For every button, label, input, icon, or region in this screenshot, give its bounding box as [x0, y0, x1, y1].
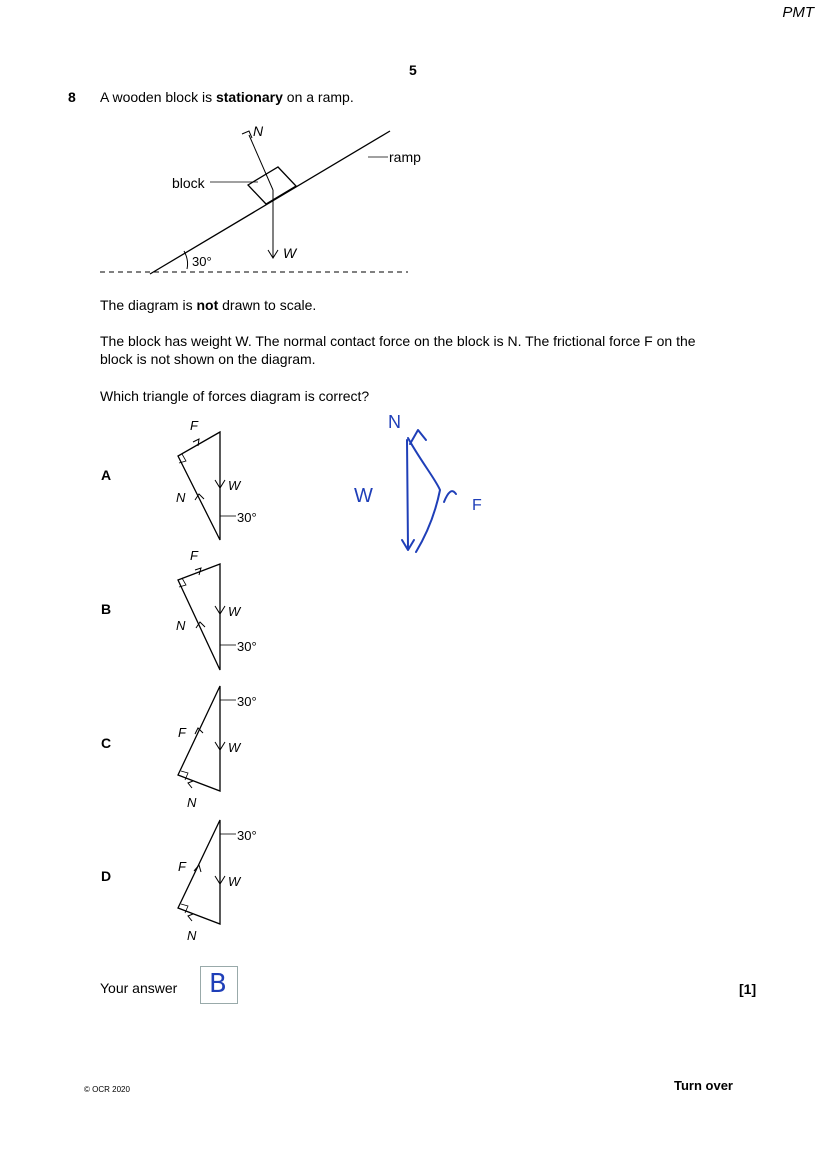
- svg-text:F: F: [178, 725, 186, 740]
- svg-text:W: W: [228, 478, 241, 493]
- copyright: © OCR 2020: [84, 1085, 130, 1094]
- hand-label-n: N: [388, 412, 401, 432]
- scale-note: The diagram is not drawn to scale.: [100, 297, 317, 313]
- question-stem: A wooden block is stationary on a ramp.: [100, 89, 354, 105]
- hand-curve: [408, 438, 440, 552]
- normal-label: N: [253, 123, 264, 139]
- question-number: 8: [68, 89, 76, 105]
- svg-text:F: F: [190, 548, 198, 563]
- option-c-letter[interactable]: C: [101, 735, 112, 751]
- option-a-triangle: [176, 418, 257, 540]
- block-shape: [248, 167, 296, 204]
- turn-over: Turn over: [674, 1078, 733, 1093]
- info-line-1: The block has weight W. The normal contact force on the block is N. The frictional force F on the: [100, 333, 696, 349]
- answer-box[interactable]: [200, 966, 238, 1004]
- angle-label: 30°: [192, 254, 212, 269]
- svg-text:W: W: [228, 740, 241, 755]
- svg-text:N: N: [176, 490, 186, 505]
- ramp-diagram: [0, 0, 828, 290]
- option-c-triangle: [178, 686, 257, 810]
- option-a-letter[interactable]: A: [101, 467, 112, 483]
- svg-text:30°: 30°: [237, 510, 257, 525]
- svg-text:N: N: [187, 795, 197, 810]
- svg-text:F: F: [190, 418, 198, 433]
- handwritten-answer: B: [209, 969, 227, 999]
- hand-label-w: W: [354, 485, 373, 507]
- svg-text:W: W: [228, 874, 241, 889]
- ramp-label: ramp: [389, 149, 421, 165]
- option-d-letter[interactable]: D: [101, 868, 112, 884]
- svg-text:30°: 30°: [237, 694, 257, 709]
- hand-label-f: F: [472, 497, 482, 514]
- option-b-letter[interactable]: B: [101, 601, 112, 617]
- option-d-triangle: [178, 820, 257, 943]
- weight-label: W: [283, 245, 297, 261]
- handwritten-sketch: [340, 400, 500, 570]
- hand-line-w: [407, 440, 408, 548]
- svg-text:30°: 30°: [237, 828, 257, 843]
- pmt-watermark: PMT: [782, 4, 814, 21]
- info-line-2: block is not shown on the diagram.: [100, 351, 316, 367]
- marks-label: [1]: [739, 981, 757, 997]
- option-b-triangle: [176, 548, 257, 670]
- your-answer-label: Your answer: [100, 980, 178, 996]
- page-number: 5: [409, 62, 417, 78]
- svg-text:F: F: [178, 859, 186, 874]
- question-prompt: Which triangle of forces diagram is correct?: [100, 388, 370, 404]
- svg-text:30°: 30°: [237, 639, 257, 654]
- svg-text:N: N: [187, 928, 197, 943]
- svg-text:W: W: [228, 604, 241, 619]
- svg-text:N: N: [176, 618, 186, 633]
- block-label: block: [172, 175, 205, 191]
